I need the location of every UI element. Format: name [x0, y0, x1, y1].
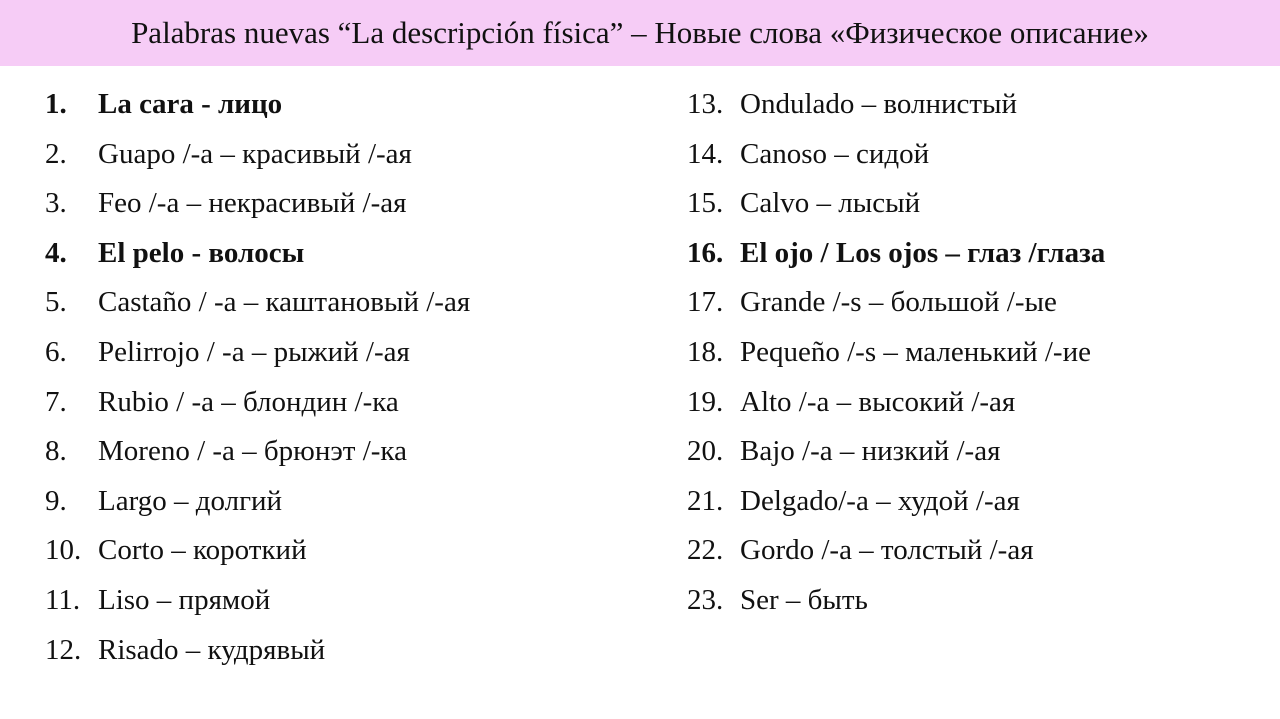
vocab-item-number: 12.: [45, 633, 82, 666]
vocab-item-text: Ondulado – волнистый: [740, 88, 1018, 120]
vocab-item: [45, 237, 470, 287]
vocab-item-number: 19.: [687, 385, 724, 418]
vocab-item: [45, 286, 470, 336]
vocab-list-right: [687, 88, 1105, 634]
vocab-item-number: 6.: [45, 335, 67, 368]
vocab-item-text: La cara - лицо: [98, 88, 283, 120]
vocab-item: [45, 534, 470, 584]
vocab-item-number: 10.: [45, 534, 82, 567]
vocab-item-text: El pelo - волосы: [98, 236, 305, 269]
vocab-item-text: Guapo /-a – красивый /-ая: [98, 137, 412, 170]
vocab-item: [687, 286, 1105, 336]
vocab-item: [45, 584, 470, 634]
vocab-item-number: 9.: [45, 484, 67, 517]
vocab-item: [687, 88, 1105, 138]
vocab-item-text: Largo – долгий: [98, 484, 282, 517]
vocab-item: [687, 534, 1105, 584]
vocab-item-text: Castaño / -a – каштановый /-ая: [98, 286, 471, 319]
vocab-item-text: Bajo /-a – низкий /-ая: [740, 435, 1001, 468]
vocab-item: [687, 386, 1105, 436]
vocab-item: [687, 187, 1105, 237]
vocab-item-number: 14.: [687, 137, 724, 170]
vocab-item: [687, 485, 1105, 535]
vocab-item: [45, 336, 470, 386]
vocab-item-text: Moreno / -a – брюнэт /-ка: [98, 435, 407, 468]
vocab-item-text: Feo /-a – некрасивый /-ая: [98, 187, 407, 220]
title-banner: [0, 0, 1280, 66]
vocab-item: [687, 237, 1105, 287]
vocab-item: [45, 634, 470, 684]
vocab-item-number: 16.: [687, 236, 724, 269]
vocab-item: [45, 386, 470, 436]
vocab-item-number: 1.: [45, 88, 67, 120]
vocab-item: [45, 138, 470, 188]
vocab-item-text: Delgado/-a – худой /-ая: [740, 484, 1020, 517]
vocab-item-text: Canoso – сидой: [740, 137, 930, 170]
vocab-item-number: 18.: [687, 335, 724, 368]
vocab-item: [687, 138, 1105, 188]
vocab-item: [45, 187, 470, 237]
vocab-item-number: 17.: [687, 286, 724, 319]
vocab-item-text: Gordo /-a – толстый /-ая: [740, 534, 1034, 567]
vocab-item-number: 21.: [687, 484, 724, 517]
vocab-item-text: Rubio / -a – блондин /-ка: [98, 385, 399, 418]
vocab-item-number: 13.: [687, 88, 724, 120]
vocab-item: [45, 485, 470, 535]
vocab-item: [45, 435, 470, 485]
page-title: Palabras nuevas “La descripción física” – Новые слова «Физическое описание»: [131, 15, 1149, 50]
vocab-item: [687, 336, 1105, 386]
vocab-item-text: Calvo – лысый: [740, 187, 921, 220]
vocab-item-text: Liso – прямой: [98, 583, 271, 616]
vocab-item-number: 3.: [45, 187, 67, 220]
vocab-item-number: 4.: [45, 236, 67, 269]
vocab-item-number: 22.: [687, 534, 724, 567]
vocab-item-number: 23.: [687, 583, 724, 616]
vocab-item-number: 8.: [45, 435, 67, 468]
vocab-list-left: [45, 88, 470, 683]
vocab-item-text: Alto /-a – высокий /-ая: [740, 385, 1016, 418]
vocab-item-number: 7.: [45, 385, 67, 418]
vocab-item-text: Risado – кудрявый: [98, 633, 326, 666]
vocab-item-text: Pequeño /-s – маленький /-ие: [740, 335, 1091, 368]
vocab-item-text: Corto – короткий: [98, 534, 307, 567]
vocab-item-number: 2.: [45, 137, 67, 170]
vocab-item-number: 5.: [45, 286, 67, 319]
vocab-item-text: Pelirrojo / -a – рыжий /-ая: [98, 335, 410, 368]
vocab-item-number: 11.: [45, 583, 81, 616]
vocab-item-text: Grande /-s – большой /-ые: [740, 286, 1057, 319]
vocab-item-text: El ojo / Los ojos – глаз /глаза: [740, 236, 1106, 269]
vocab-item-number: 15.: [687, 187, 724, 220]
vocab-item-number: 20.: [687, 435, 724, 468]
vocab-item-text: Ser – быть: [740, 583, 868, 616]
vocab-item: [45, 88, 470, 138]
vocab-item: [687, 435, 1105, 485]
vocab-item: [687, 584, 1105, 634]
